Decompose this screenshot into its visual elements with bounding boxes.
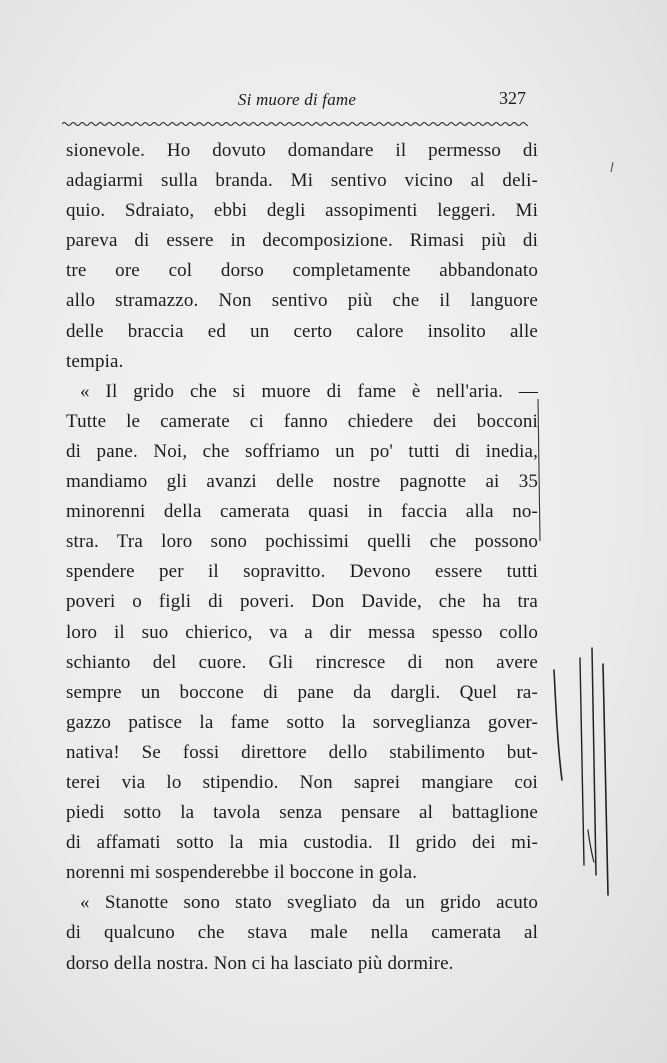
text-line: sempre un boccone di pane da dargli. Quel ra- [66,681,538,703]
text-line: di qualcuno che stava male nella camerata al [66,922,538,944]
text-line: « Il grido che si muore di fame è nell'aria. — [80,380,538,402]
text-line: di affamati sotto la mia custodia. Il grido dei mi- [66,832,538,854]
wavy-rule-ornament [62,118,528,130]
text-line: piedi sotto la tavola senza pensare al battaglione [66,802,538,824]
text-line: quio. Sdraiato, ebbi degli assopimenti leggeri. Mi [66,200,538,222]
text-line: sionevole. Ho dovuto domandare il permesso di [66,140,538,161]
text-line: mandiamo gli avanzi delle nostre pagnotte ai 35 [66,471,538,493]
page-header [66,86,528,116]
handwritten-margin-marks [548,640,628,900]
text-line: Tutte le camerate ci fanno chiedere dei bocconi [66,410,538,432]
text-line: pareva di essere in decomposizione. Rimasi più di [66,230,538,252]
stray-mark [608,160,616,176]
running-title: Si muore di fame [237,90,357,109]
text-line: dorso della nostra. Non ci ha lasciato più dormire. [66,952,454,974]
text-line: poveri o figli di poveri. Don Davide, che ha tra [66,591,538,613]
text-line: schianto del cuore. Gli rincresce di non avere [66,651,538,673]
text-line: tempia. [66,350,124,372]
text-line: tre ore col dorso completamente abbandonato [66,260,538,282]
page-number: 327 [499,88,526,108]
text-line: gazzo patisce la fame sotto la sorveglianza gover- [66,711,538,733]
text-line: delle braccia ed un certo calore insolito alle [66,320,538,342]
text-line: di pane. Noi, che soffriamo un po' tutti di inedia, [66,440,538,462]
text-line: minorenni della camerata quasi in faccia alla no- [66,501,538,523]
text-line: « Stanotte sono stato svegliato da un grido acuto [80,892,538,914]
text-line: allo stramazzo. Non sentivo più che il languore [66,290,538,312]
body-text [66,136,538,979]
text-line: terei via lo stipendio. Non saprei mangiare coi [66,771,538,793]
margin-bracket-mark [534,395,544,545]
text-line: nativa! Se fossi direttore dello stabilimento but- [66,741,538,763]
text-line: adagiarmi sulla branda. Mi sentivo vicino al deli- [66,170,538,192]
text-line: spendere per il sopravitto. Devono essere tutti [66,561,538,583]
text-line: stra. Tra loro sono pochissimi quelli che possono [66,531,538,553]
text-line: loro il suo chierico, va a dir messa spesso collo [66,621,538,643]
text-line: norenni mi sospenderebbe il boccone in gola. [66,862,418,884]
